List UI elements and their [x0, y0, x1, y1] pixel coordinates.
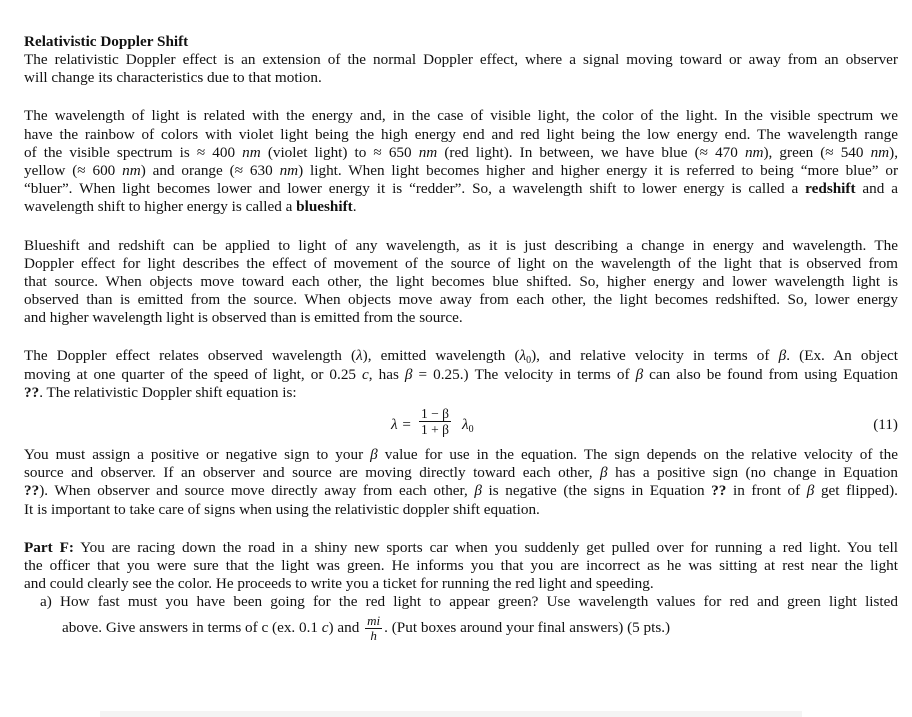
- paragraph: [24, 446, 898, 519]
- text-line: have the rainbow of colors with violet light being the high energy end and red light being the low energy end. The wavelength range: [24, 125, 898, 143]
- paragraph: [24, 51, 898, 87]
- equation-rhs: [462, 416, 474, 435]
- text-line: The Doppler effect relates observed wavelength (λ), emitted wavelength $(\lambda_0)$, and relative velocity in terms of β. (Ex. An object: [24, 347, 898, 367]
- equation-fraction: [419, 406, 451, 437]
- text-line: You must assign a positive or negative sign to your β value for use in the equation. The sign depends on the relative velocity of the: [24, 446, 898, 463]
- question-a-text-after: . (Put boxes around your final answers) (5 pts.): [384, 618, 671, 636]
- text-line: moving at one quarter of the speed of light, or 0.25 c, has β = 0.25.) The velocity in terms of β can also be found from using Equation: [24, 365, 898, 383]
- section-title: Relativistic Doppler Shift: [24, 33, 189, 50]
- text-line: and higher wavelength light is observed than is emitted from the source.: [24, 309, 463, 327]
- paragraph: [24, 347, 898, 402]
- text-line: wavelength shift to higher energy is called a blueshift.: [24, 198, 357, 216]
- paragraph: [24, 539, 898, 594]
- fraction-denominator: h: [370, 627, 377, 643]
- text-line: Blueshift and redshift can be applied to light of any wavelength, as it is just describing a change in energy and wavelength. The: [24, 236, 898, 254]
- text-line: It is important to take care of signs when using the relativistic doppler shift equation.: [24, 500, 540, 518]
- fraction-numerator: mi: [367, 612, 381, 628]
- text-line: The relativistic Doppler effect is an extension of the normal Doppler effect, where a signal moving toward or away from an observer: [24, 51, 898, 68]
- equation-denominator: 1 + β: [421, 422, 449, 437]
- paragraphs-after-equation: [24, 446, 898, 593]
- text-line: ??). When observer and source move directly away from each other, β is negative (the signs in Equation ?? in front of β get flipped).: [24, 482, 898, 500]
- text-line: Part F: You are racing down the road in a shiny new sports car when you suddenly get pulled over for running a red light. You tell: [24, 538, 898, 556]
- text-line: ??. The relativistic Doppler shift equation is:: [24, 383, 297, 401]
- lambda-symbol: λ: [462, 416, 469, 433]
- text-line: that source. When objects move toward each other, the light becomes blue shifted. So, higher energy and lower wavelength light is: [24, 272, 898, 290]
- text-line: of the visible spectrum is ≈ 400 nm (violet light) to ≈ 650 nm (red light). In between, we have blue (≈ 470 nm), green (≈ 540 nm),: [24, 143, 898, 161]
- doppler-equation: [24, 406, 898, 442]
- equation-number: (11): [873, 416, 898, 433]
- text-line: observed than is emitted from the source. When objects move away from each other, the light becomes redshifted. So, lower energy: [24, 291, 898, 309]
- paragraph: [24, 107, 898, 216]
- text-line: and could clearly see the color. He proceeds to write you a ticket for running the red light and speeding.: [24, 575, 654, 593]
- text-line: will change its characteristics due to that motion.: [24, 69, 322, 87]
- equation-lhs: λ =: [391, 416, 412, 433]
- paragraphs-before-equation: [24, 51, 898, 402]
- text-line: the officer that you were sure that the light was green. He informs you that you are incorrect as he was sitting at rest near the light: [24, 556, 898, 574]
- text-line: yellow (≈ 600 nm) and orange (≈ 630 nm) light. When light becomes higher and higher energy it is referred to being “more blue” or: [24, 161, 899, 179]
- question-a-text-before: above. Give answers in terms of c (ex. 0.1 c) and: [62, 618, 364, 636]
- equation-numerator: 1 − β: [421, 406, 449, 421]
- question-a-line-1: a) How fast must you have been going for the red light to appear green? Use wavelength values for red and green light listed: [40, 593, 898, 611]
- question-a-line-2: [62, 612, 898, 644]
- text-line: source and observer. If an observer and source are moving directly toward each other, β has a positive sign (no change in Equation: [24, 464, 898, 482]
- text-line: The wavelength of light is related with the energy and, in the case of visible light, the color of the light. In the visible spectrum we: [24, 107, 898, 125]
- paragraph: [24, 237, 898, 328]
- text-line: Doppler effect for light describes the effect of movement of the source of light on the wavelength of the light that is observed from: [24, 254, 898, 272]
- mi-per-h-fraction: [365, 614, 382, 643]
- text-line: “bluer”. When light becomes lower and lower energy it is “redder”. So, a wavelength shift to lower energy is called a redshift and a: [24, 180, 898, 198]
- lambda-subscript: 0: [468, 424, 474, 435]
- document: [24, 33, 898, 644]
- bottom-scroll-shadow: [100, 711, 802, 717]
